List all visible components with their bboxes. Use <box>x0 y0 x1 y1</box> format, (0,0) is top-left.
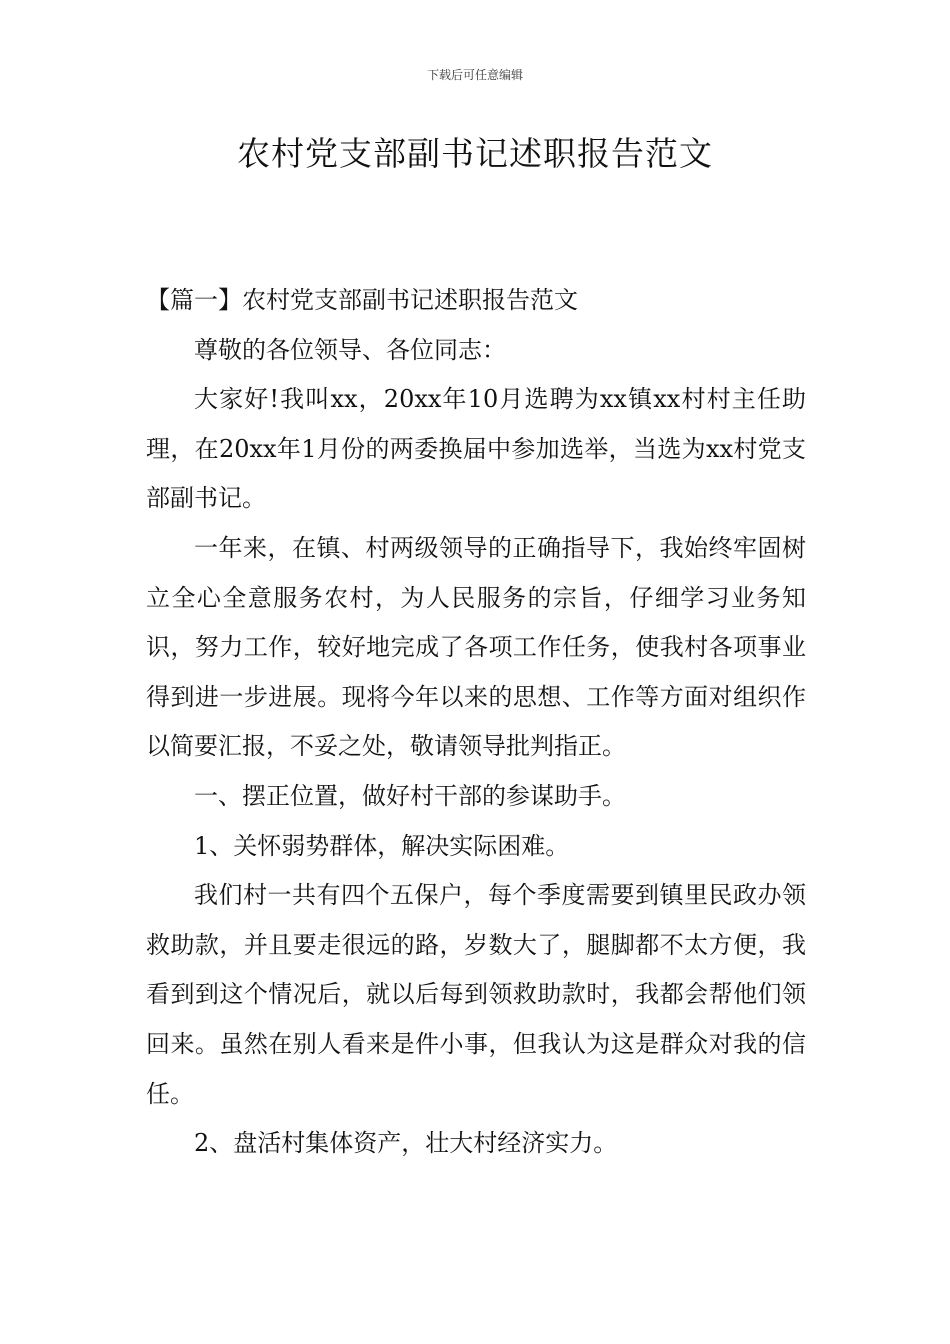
subheading: 2、盘活村集体资产，壮大村经济实力。 <box>194 1129 618 1158</box>
paragraph: 一年来，在镇、村两级领导的正确指导下，我始终牢固树立全心全意服务农村，为人民服务的宗旨，仔细学习业务知识，努力工作，较好地完成了各项工作任务，使我村各项事业得到进一步进展。现将今年以来的思想、工作等方面对组织作以简要汇报，不妥之处，敬请领导批判指正。 <box>146 533 806 761</box>
paragraph: 大家好!我叫xx，20xx年10月选聘为xx镇xx村村主任助理，在20xx年1月份的两委换届中参加选举，当选为xx村党支部副书记。 <box>146 385 806 513</box>
salutation: 尊敬的各位领导、各位同志： <box>194 335 506 364</box>
paragraph: 我们村一共有四个五保户，每个季度需要到镇里民政办领救助款，并且要走很远的路，岁数大了，腿脚都不太方便，我看到到这个情况后，就以后每到领救助款时，我都会帮他们领回来。虽然在别人看来是件小事，但我认为这是群众对我的信任。 <box>146 881 806 1108</box>
document-title: 农村党支部副书记述职报告范文 <box>237 134 713 173</box>
document-body <box>146 276 806 1169</box>
subheading: 一、摆正位置，做好村干部的参谋助手。 <box>194 781 626 810</box>
subheading: 1、关怀弱势群体，解决实际困难。 <box>194 831 570 860</box>
header-note: 下载后可任意编辑 <box>426 68 523 82</box>
section-heading: 【篇一】农村党支部副书记述职报告范文 <box>146 286 578 314</box>
